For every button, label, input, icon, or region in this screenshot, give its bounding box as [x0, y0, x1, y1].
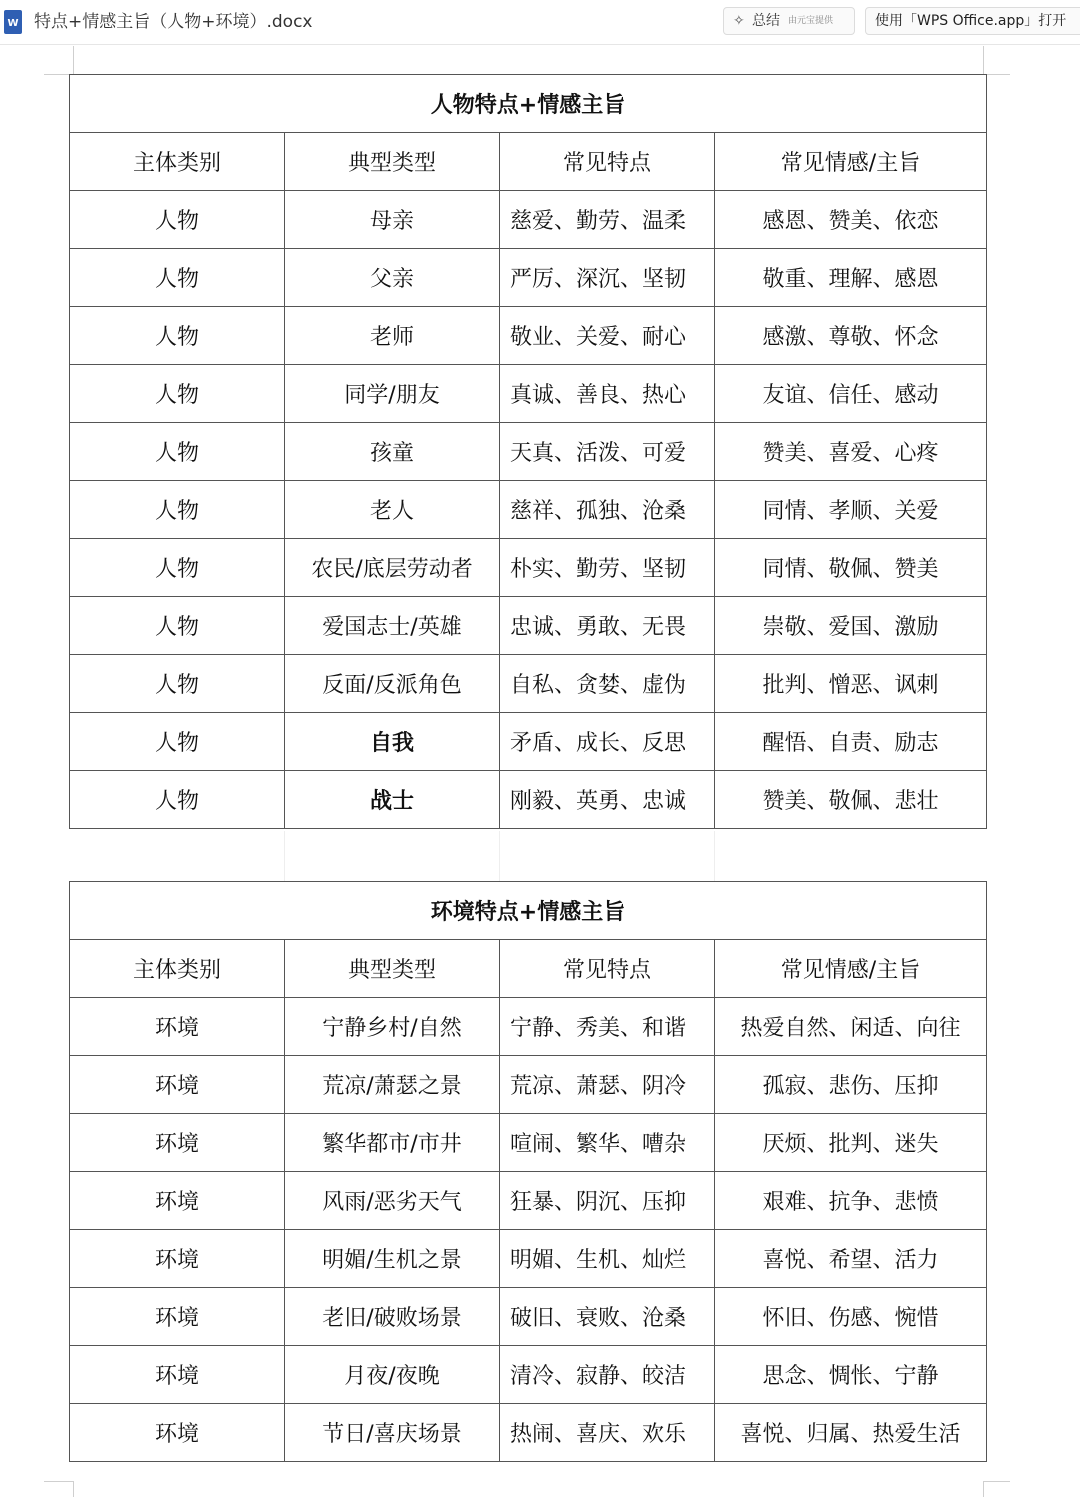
table-cell: 厌烦、批判、迷失 [715, 1114, 987, 1172]
page-corner-mark [44, 1481, 73, 1482]
table-cell: 喧闹、繁华、嘈杂 [500, 1114, 715, 1172]
table-cell: 敬重、理解、感恩 [715, 249, 987, 307]
table-cell: 朴实、勤劳、坚韧 [500, 539, 715, 597]
table-cell: 宁静、秀美、和谐 [500, 998, 715, 1056]
summary-label: 总结 [752, 13, 780, 29]
table-cell: 母亲 [285, 191, 500, 249]
table-row [70, 713, 987, 771]
table-cell: 环境 [70, 1114, 285, 1172]
table-title-row [70, 882, 987, 940]
table-row [70, 1230, 987, 1288]
column-header: 常见情感/主旨 [715, 940, 987, 998]
table-cell: 人物 [70, 365, 285, 423]
table-cell: 农民/底层劳动者 [285, 539, 500, 597]
table-cell: 友谊、信任、感动 [715, 365, 987, 423]
table-cell: 崇敬、爱国、激励 [715, 597, 987, 655]
gap-gridline [284, 831, 285, 881]
table-cell: 真诚、善良、热心 [500, 365, 715, 423]
table-cell: 严厉、深沉、坚韧 [500, 249, 715, 307]
table-row [70, 1346, 987, 1404]
table-cell: 矛盾、成长、反思 [500, 713, 715, 771]
table-cell: 环境 [70, 1230, 285, 1288]
table-cell: 月夜/夜晚 [285, 1346, 500, 1404]
table-title: 人物特点+情感主旨 [70, 75, 987, 133]
table-cell: 忠诚、勇敢、无畏 [500, 597, 715, 655]
table-row [70, 1404, 987, 1462]
table-cell: 思念、惆怅、宁静 [715, 1346, 987, 1404]
table-cell: 喜悦、归属、热爱生活 [715, 1404, 987, 1462]
table-row [70, 1114, 987, 1172]
table-cell: 天真、活泼、可爱 [500, 423, 715, 481]
table-cell: 环境 [70, 998, 285, 1056]
table-cell: 环境 [70, 1172, 285, 1230]
table-row [70, 1288, 987, 1346]
table-cell: 狂暴、阴沉、压抑 [500, 1172, 715, 1230]
table-cell: 明媚、生机、灿烂 [500, 1230, 715, 1288]
table-cell: 宁静乡村/自然 [285, 998, 500, 1056]
table-header-row [70, 940, 987, 998]
sparkle-icon: ✧ [733, 13, 745, 29]
table-cell: 孤寂、悲伤、压抑 [715, 1056, 987, 1114]
table-cell: 人物 [70, 713, 285, 771]
page-corner-mark [983, 46, 984, 74]
table-cell: 批判、憎恶、讽刺 [715, 655, 987, 713]
table-cell: 环境 [70, 1056, 285, 1114]
table-title-row [70, 75, 987, 133]
gap-gridline [499, 831, 500, 881]
table-cell: 人物 [70, 249, 285, 307]
table-cell: 同情、孝顺、关爱 [715, 481, 987, 539]
table-cell: 人物 [70, 481, 285, 539]
page-corner-mark [983, 1481, 1010, 1482]
page-corner-mark [983, 74, 1010, 75]
table-cell: 自私、贪婪、虚伪 [500, 655, 715, 713]
table-cell: 人物 [70, 655, 285, 713]
table-cell: 爱国志士/英雄 [285, 597, 500, 655]
table-header-row [70, 133, 987, 191]
table-row [70, 307, 987, 365]
table-cell: 父亲 [285, 249, 500, 307]
table-cell: 慈爱、勤劳、温柔 [500, 191, 715, 249]
table-row [70, 597, 987, 655]
table-cell: 反面/反派角色 [285, 655, 500, 713]
open-in-wps-button[interactable]: 使用「WPS Office.app」打开 [865, 7, 1080, 35]
column-header: 主体类别 [70, 133, 285, 191]
table-cell: 感恩、赞美、依恋 [715, 191, 987, 249]
table-cell: 孩童 [285, 423, 500, 481]
table-cell: 明媚/生机之景 [285, 1230, 500, 1288]
table-cell: 刚毅、英勇、忠诚 [500, 771, 715, 829]
table-cell: 醒悟、自责、励志 [715, 713, 987, 771]
page-corner-mark [73, 1481, 74, 1497]
table-cell: 喜悦、希望、活力 [715, 1230, 987, 1288]
table-cell: 清冷、寂静、皎洁 [500, 1346, 715, 1404]
people-table [69, 74, 987, 829]
table-row [70, 191, 987, 249]
table-cell: 热爱自然、闲适、向往 [715, 998, 987, 1056]
table-cell: 老人 [285, 481, 500, 539]
table-cell: 人物 [70, 597, 285, 655]
summary-provider-label: 由元宝提供 [788, 16, 834, 26]
table-cell: 赞美、喜爱、心疼 [715, 423, 987, 481]
table-cell: 人物 [70, 191, 285, 249]
table-cell: 环境 [70, 1346, 285, 1404]
summary-button[interactable] [723, 7, 855, 35]
column-header: 典型类型 [285, 133, 500, 191]
table-row [70, 365, 987, 423]
table-row [70, 481, 987, 539]
table-cell: 繁华都市/市井 [285, 1114, 500, 1172]
table-cell: 节日/喜庆场景 [285, 1404, 500, 1462]
page-corner-mark [983, 1481, 984, 1497]
table-cell: 赞美、敬佩、悲壮 [715, 771, 987, 829]
table-cell: 人物 [70, 423, 285, 481]
table-cell: 环境 [70, 1404, 285, 1462]
table-cell: 怀旧、伤感、惋惜 [715, 1288, 987, 1346]
table-cell: 人物 [70, 307, 285, 365]
table-cell: 人物 [70, 771, 285, 829]
title-bar [0, 0, 1080, 45]
table-cell: 战士 [285, 771, 500, 829]
table-cell: 慈祥、孤独、沧桑 [500, 481, 715, 539]
table-cell: 老师 [285, 307, 500, 365]
table-row [70, 655, 987, 713]
table-cell: 人物 [70, 539, 285, 597]
column-header: 常见情感/主旨 [715, 133, 987, 191]
table-cell: 环境 [70, 1288, 285, 1346]
table-gap [69, 831, 986, 881]
table-title: 环境特点+情感主旨 [70, 882, 987, 940]
table-cell: 敬业、关爱、耐心 [500, 307, 715, 365]
page-corner-mark [73, 46, 74, 74]
table-cell: 荒凉/萧瑟之景 [285, 1056, 500, 1114]
gap-gridline [714, 831, 715, 881]
table-row [70, 539, 987, 597]
table-cell: 老旧/破败场景 [285, 1288, 500, 1346]
table-row [70, 1172, 987, 1230]
table-cell: 风雨/恶劣天气 [285, 1172, 500, 1230]
table-row [70, 998, 987, 1056]
document-title: 特点+情感主旨（人物+环境）.docx [34, 12, 313, 32]
column-header: 典型类型 [285, 940, 500, 998]
environment-table [69, 881, 987, 1462]
table-row [70, 1056, 987, 1114]
column-header: 主体类别 [70, 940, 285, 998]
table-cell: 荒凉、萧瑟、阴冷 [500, 1056, 715, 1114]
table-cell: 自我 [285, 713, 500, 771]
table-cell: 感激、尊敬、怀念 [715, 307, 987, 365]
word-doc-icon: W [4, 10, 22, 34]
table-row [70, 249, 987, 307]
table-row [70, 423, 987, 481]
column-header: 常见特点 [500, 133, 715, 191]
column-header: 常见特点 [500, 940, 715, 998]
table-cell: 艰难、抗争、悲愤 [715, 1172, 987, 1230]
table-cell: 破旧、衰败、沧桑 [500, 1288, 715, 1346]
table-cell: 热闹、喜庆、欢乐 [500, 1404, 715, 1462]
table-cell: 同情、敬佩、赞美 [715, 539, 987, 597]
table-cell: 同学/朋友 [285, 365, 500, 423]
table-row [70, 771, 987, 829]
